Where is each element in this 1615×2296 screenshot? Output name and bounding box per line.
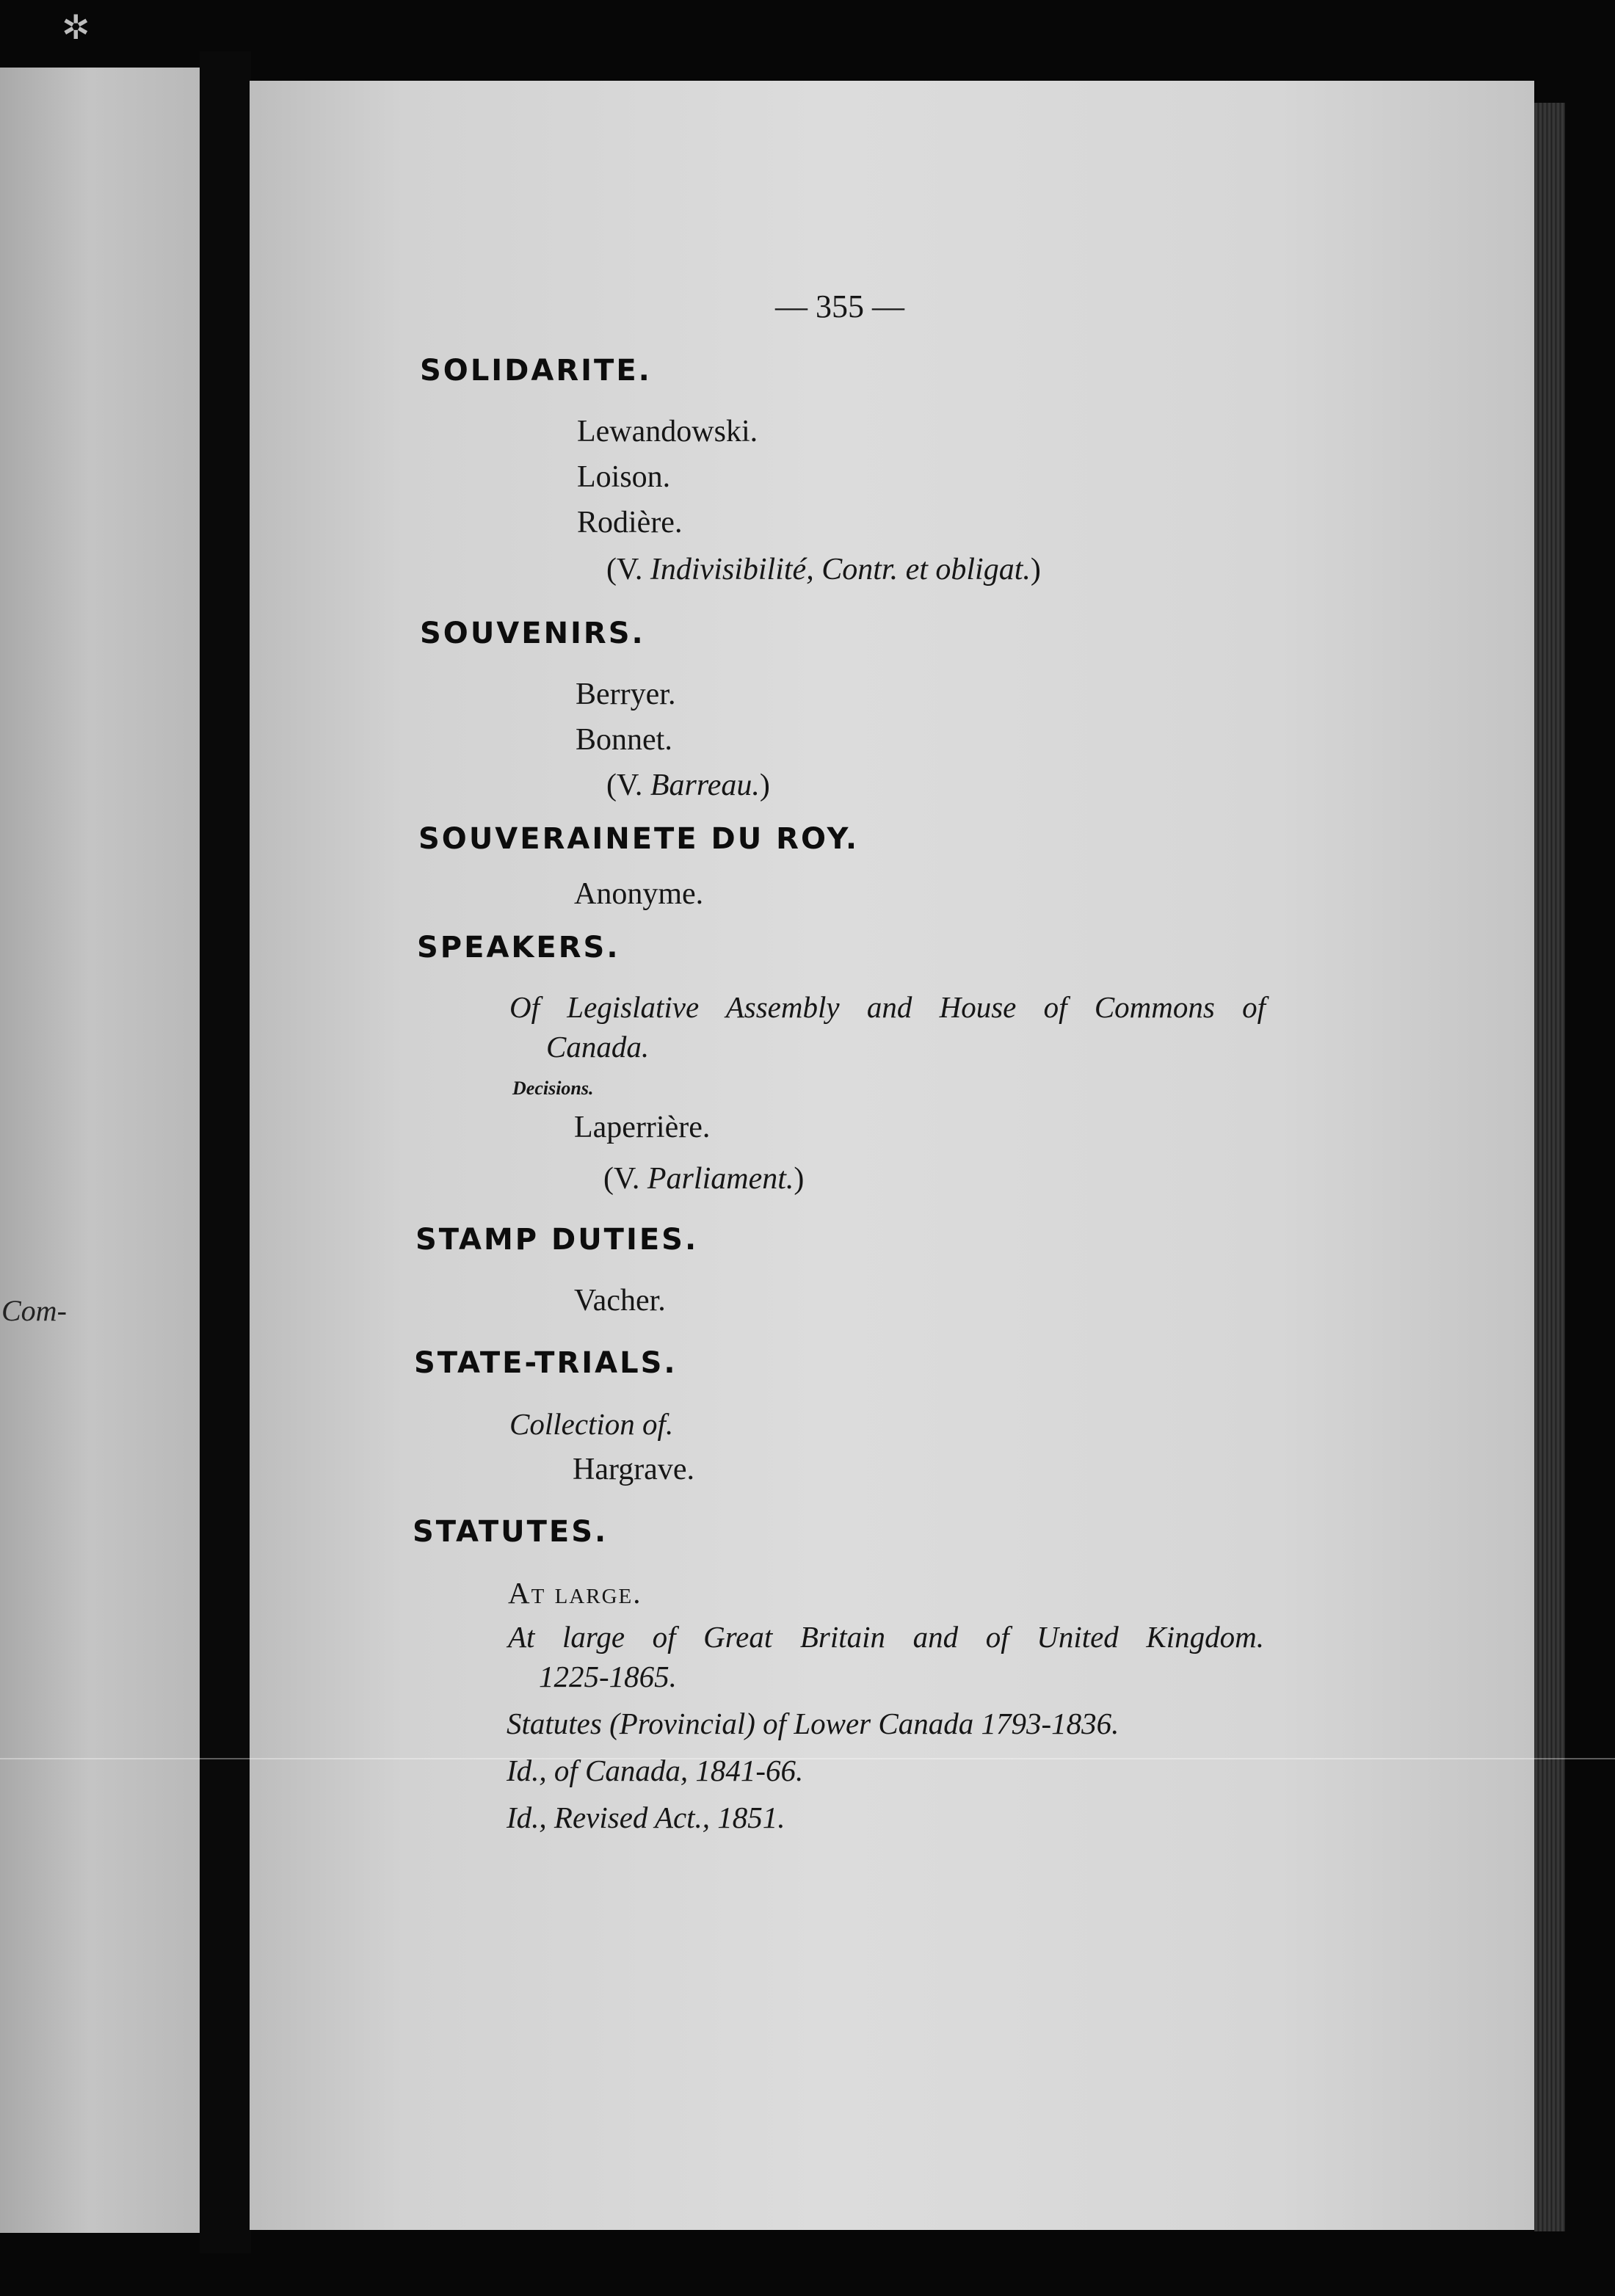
cross-reference-suffix: ) — [1030, 553, 1041, 586]
corner-mark-icon: ✲ — [62, 9, 90, 46]
list-item: Bonnet. — [576, 723, 672, 757]
cross-reference-target: Parliament. — [647, 1162, 794, 1196]
page — [250, 81, 1534, 2230]
statutes-line: 1225-1865. — [539, 1660, 677, 1693]
statutes-line: Id., of Canada, 1841-66. — [507, 1754, 804, 1787]
list-item: Hargrave. — [573, 1453, 694, 1486]
list-item: Vacher. — [574, 1284, 666, 1318]
speakers-subhead: Decisions. — [512, 1078, 594, 1099]
heading-souverainete: SOUVERAINETE DU ROY. — [418, 822, 860, 856]
cross-reference — [606, 552, 1041, 587]
list-item: Rodière. — [577, 506, 683, 540]
statutes-line: Statutes (Provincial) of Lower Canada 1793-1836. — [507, 1707, 1119, 1740]
cross-reference-prefix: (V. — [606, 553, 650, 586]
cross-reference-target: Barreau. — [650, 769, 760, 802]
cross-reference-suffix: ) — [759, 769, 770, 802]
state-trials-subtitle: Collection of. — [509, 1407, 674, 1441]
previous-page — [0, 68, 200, 2233]
list-item: Lewandowski. — [577, 415, 758, 448]
heading-stamp-duties: STAMP DUTIES. — [415, 1223, 699, 1257]
heading-statutes: STATUTES. — [413, 1515, 609, 1549]
statutes-line: Id., Revised Act., 1851. — [507, 1801, 785, 1834]
cross-reference — [606, 768, 770, 803]
cross-reference-suffix: ) — [794, 1162, 805, 1196]
list-item: Berryer. — [576, 677, 676, 711]
list-item: Anonyme. — [574, 877, 704, 911]
page-edges — [1534, 103, 1565, 2231]
cross-reference-prefix: (V. — [603, 1162, 647, 1196]
previous-page-fragment: Com- — [1, 1294, 67, 1327]
heading-state-trials: STATE-TRIALS. — [414, 1346, 678, 1380]
list-item: Laperrière. — [574, 1111, 711, 1144]
heading-speakers: SPEAKERS. — [417, 931, 620, 964]
cross-reference-target: Indivisibilité, Contr. et obligat. — [650, 553, 1031, 586]
heading-solidarite: SOLIDARITE. — [420, 354, 652, 388]
speakers-subtitle-line2: Canada. — [546, 1030, 650, 1064]
book-gutter — [200, 51, 251, 2253]
speakers-subtitle-line1: Of Legislative Assembly and House of Commons of — [509, 990, 1266, 1024]
statutes-line: At large of Great Britain and of United Kingdom. — [508, 1620, 1264, 1654]
list-item: Loison. — [577, 460, 671, 494]
statutes-caps-subhead: At large. — [508, 1576, 642, 1610]
cross-reference-prefix: (V. — [606, 769, 650, 802]
scan-line — [0, 1758, 1615, 1759]
cross-reference — [603, 1161, 804, 1196]
page-number: — 355 — — [775, 288, 904, 324]
heading-souvenirs: SOUVENIRS. — [420, 617, 645, 650]
